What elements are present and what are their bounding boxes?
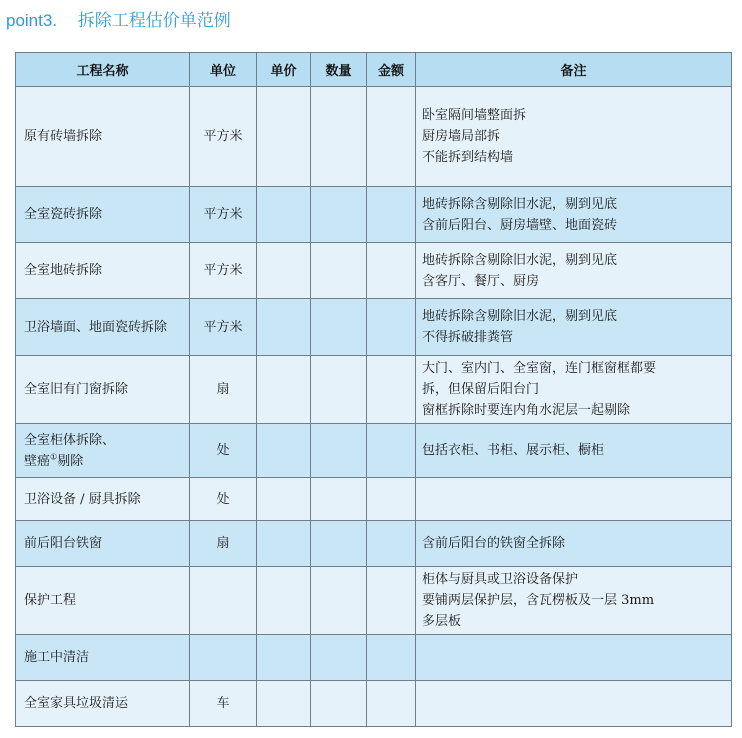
cell-price	[257, 521, 311, 567]
cell-unit: 扇	[190, 356, 257, 424]
remark-line: 要铺两层保护层，含瓦楞板及一层 3mm	[422, 593, 655, 608]
cell-remarks	[416, 243, 732, 299]
cell-remarks	[416, 681, 732, 727]
table-header-row	[16, 53, 732, 87]
cell-remarks	[416, 356, 732, 424]
table-row	[16, 635, 732, 681]
cell-amount	[367, 187, 416, 243]
cell-price	[257, 635, 311, 681]
cell-qty	[311, 567, 367, 635]
cell-amount	[367, 478, 416, 521]
cell-price	[257, 187, 311, 243]
cell-unit: 处	[190, 478, 257, 521]
cell-unit	[190, 635, 257, 681]
cell-price	[257, 567, 311, 635]
cell-price	[257, 243, 311, 299]
remark-line: 厨房墙局部拆	[422, 129, 501, 144]
cell-qty	[311, 243, 367, 299]
remark-line: 窗框拆除时要连内角水泥层一起剔除	[422, 403, 631, 418]
remark-line: 地砖拆除含剔除旧水泥，剔到见底	[422, 309, 618, 324]
cell-name: 全室旧有门窗拆除	[16, 356, 190, 424]
header-amount: 金额	[367, 53, 416, 87]
header-unit: 单位	[190, 53, 257, 87]
remark-line: 不能拆到结构墙	[422, 150, 514, 165]
cell-unit: 平方米	[190, 243, 257, 299]
cell-unit: 扇	[190, 521, 257, 567]
remark-line: 地砖拆除含剔除旧水泥，剔到见底	[422, 196, 618, 212]
cell-amount	[367, 87, 416, 187]
cell-amount	[367, 521, 416, 567]
cell-name: 全室地砖拆除	[16, 243, 190, 299]
cell-unit: 平方米	[190, 187, 257, 243]
remark-line: 大门、室内门、全室窗，连门框窗框都要	[422, 361, 657, 376]
remark-line: 拆，但保留后阳台门	[422, 382, 540, 397]
cell-qty	[311, 299, 367, 356]
cell-remarks	[416, 424, 732, 478]
remark-line: 不得拆破排粪管	[422, 330, 514, 345]
remark-line: 包括衣柜、书柜、展示柜、橱柜	[422, 443, 605, 458]
cell-amount	[367, 356, 416, 424]
remark-line: 多层板	[422, 614, 462, 629]
remark-line: 含客厅、餐厅、厨房	[422, 273, 540, 289]
table-row	[16, 681, 732, 727]
name-line	[24, 451, 189, 472]
table-row	[16, 299, 732, 356]
table-row	[16, 478, 732, 521]
cell-remarks	[416, 567, 732, 635]
cell-amount	[367, 243, 416, 299]
header-remarks: 备注	[416, 53, 732, 87]
cell-price	[257, 356, 311, 424]
cell-name: 施工中清洁	[16, 635, 190, 681]
cell-remarks	[416, 521, 732, 567]
cell-amount	[367, 299, 416, 356]
header-qty: 数量	[311, 53, 367, 87]
cell-qty	[311, 635, 367, 681]
table-row	[16, 87, 732, 187]
estimate-table	[15, 52, 732, 727]
cell-name: 卫浴设备 / 厨具拆除	[16, 478, 190, 521]
table-row	[16, 187, 732, 243]
table-row	[16, 424, 732, 478]
remark-line: 含前后阳台、厨房墙壁、地面瓷砖	[422, 217, 618, 233]
cell-name: 全室家具垃圾清运	[16, 681, 190, 727]
cell-amount	[367, 567, 416, 635]
cell-price	[257, 87, 311, 187]
cell-amount	[367, 681, 416, 727]
cell-remarks	[416, 478, 732, 521]
cell-name: 全室瓷砖拆除	[16, 187, 190, 243]
cell-remarks	[416, 635, 732, 681]
header-price: 单价	[257, 53, 311, 87]
cell-unit: 平方米	[190, 87, 257, 187]
header-name: 工程名称	[16, 53, 190, 87]
remark-line: 柜体与厨具或卫浴设备保护	[422, 572, 579, 587]
cell-amount	[367, 424, 416, 478]
point-label: point3.	[6, 11, 58, 30]
remark-line: 卧室隔间墙整面拆	[422, 108, 527, 123]
cell-remarks	[416, 87, 732, 187]
table-row	[16, 567, 732, 635]
cell-unit: 处	[190, 424, 257, 478]
remark-line: 含前后阳台的铁窗全拆除	[422, 536, 566, 551]
cell-qty	[311, 424, 367, 478]
cell-remarks	[416, 299, 732, 356]
cell-qty	[311, 478, 367, 521]
cell-name: 卫浴墙面、地面瓷砖拆除	[16, 299, 190, 356]
cell-name: 前后阳台铁窗	[16, 521, 190, 567]
cell-remarks	[416, 187, 732, 243]
cell-qty	[311, 681, 367, 727]
name-line: 全室柜体拆除、	[24, 432, 116, 448]
cell-unit: 车	[190, 681, 257, 727]
cell-price	[257, 299, 311, 356]
cell-price	[257, 478, 311, 521]
cell-qty	[311, 87, 367, 187]
page-title: 拆除工程估价单范例	[77, 11, 231, 31]
footnote-mark: ①	[50, 452, 58, 462]
cell-name	[16, 424, 190, 478]
cell-amount	[367, 635, 416, 681]
cell-price	[257, 424, 311, 478]
table-row	[16, 356, 732, 424]
name-fragment: 剔除	[57, 453, 84, 469]
name-fragment: 壁癌	[24, 453, 51, 469]
remark-line: 地砖拆除含剔除旧水泥，剔到见底	[422, 252, 618, 268]
cell-name: 保护工程	[16, 567, 190, 635]
cell-qty	[311, 521, 367, 567]
page-heading	[6, 6, 231, 31]
cell-qty	[311, 356, 367, 424]
cell-name: 原有砖墙拆除	[16, 87, 190, 187]
cell-unit: 平方米	[190, 299, 257, 356]
cell-unit	[190, 567, 257, 635]
cell-price	[257, 681, 311, 727]
table-row	[16, 243, 732, 299]
table-row	[16, 521, 732, 567]
cell-qty	[311, 187, 367, 243]
